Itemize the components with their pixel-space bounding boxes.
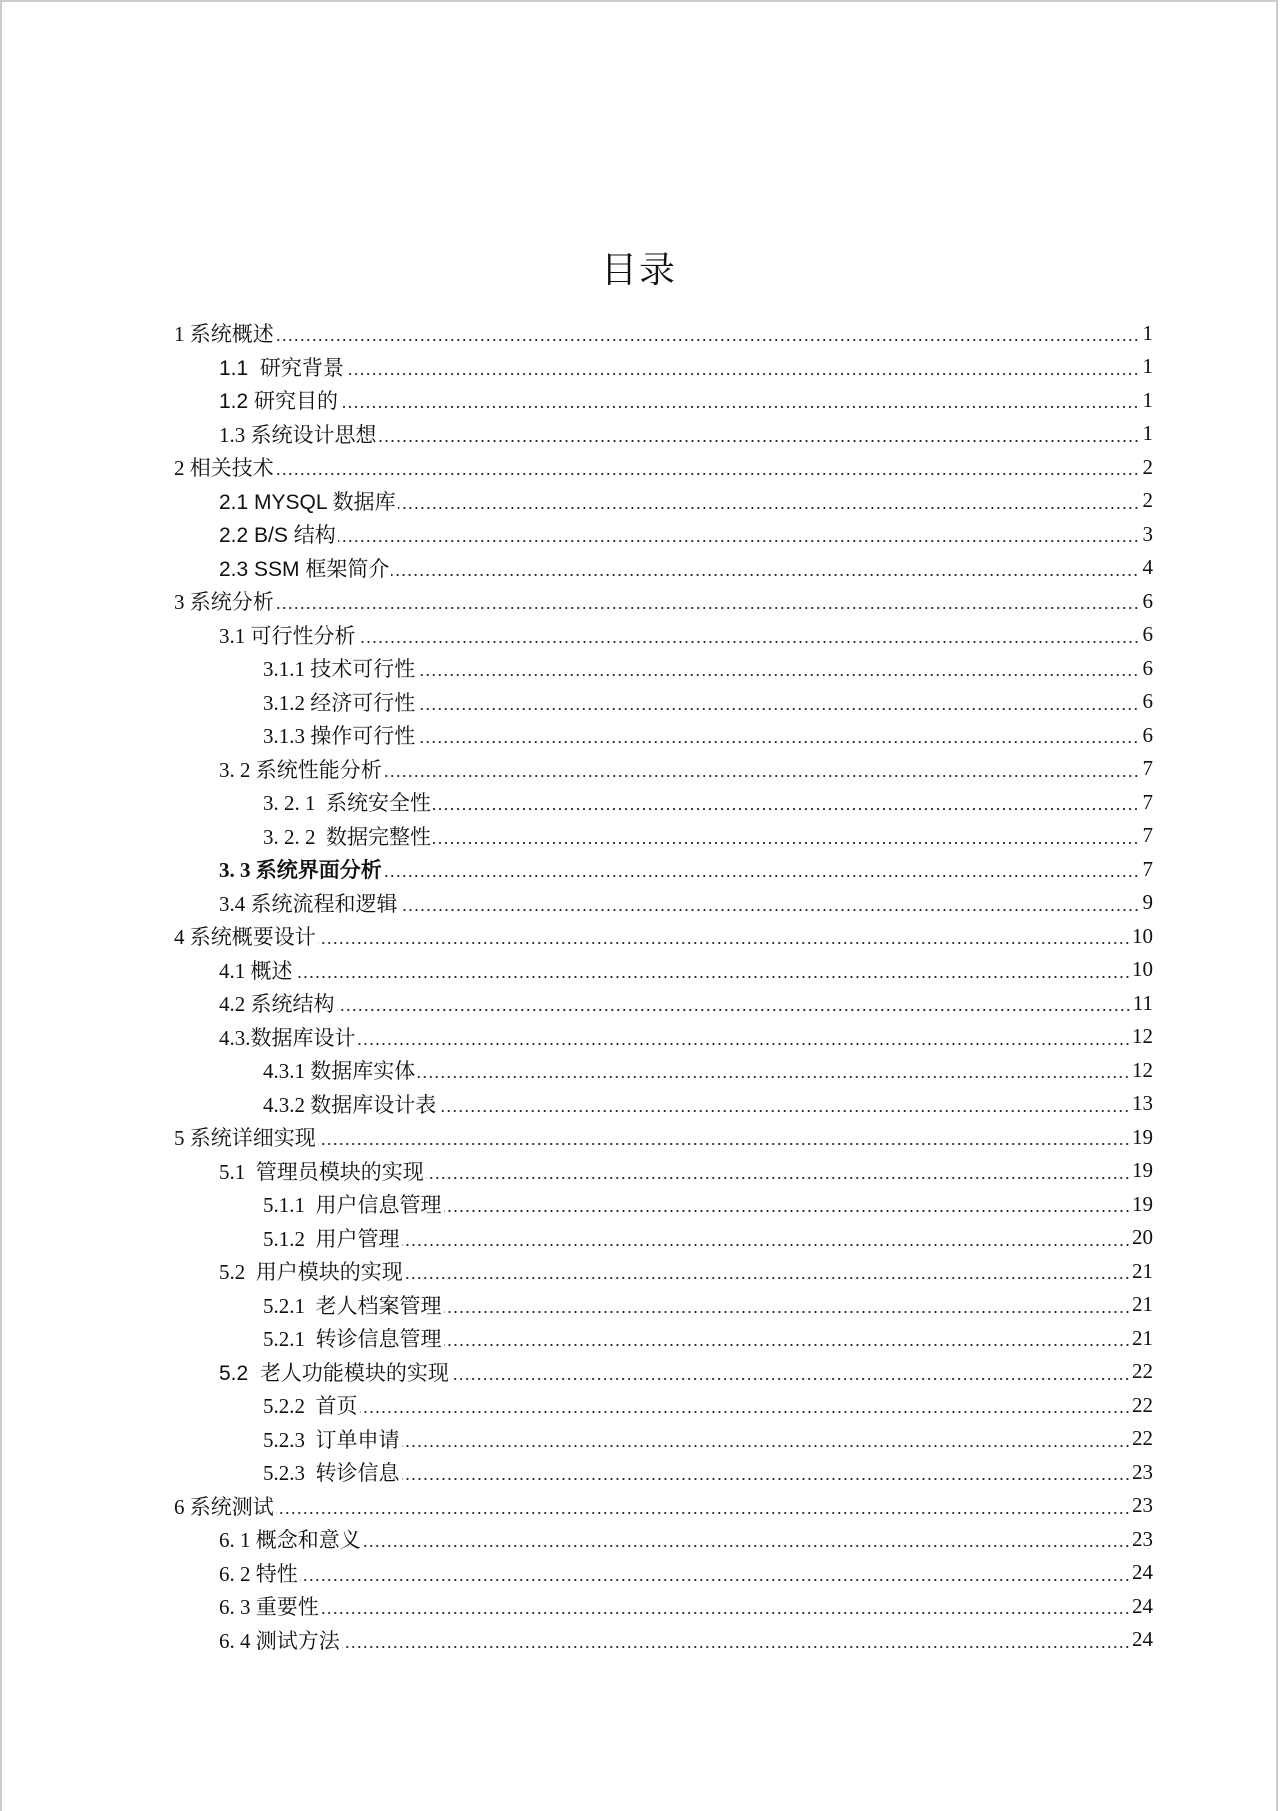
toc-entry[interactable] — [263, 685, 1153, 719]
toc-entry-label: 3.4 系统流程和逻辑 — [219, 891, 398, 916]
toc-entry-page-number: 11 — [1132, 990, 1153, 1015]
dot-leader — [295, 976, 1131, 978]
toc-entry-page-number: 1 — [1142, 354, 1153, 378]
toc-entry-label: 3.1.3 操作可行性 — [263, 724, 416, 748]
toc-entry-label: 5.2 老人功能模块的实现 — [219, 1361, 449, 1385]
toc-entry[interactable] — [219, 1623, 1153, 1657]
toc-entry[interactable] — [219, 953, 1153, 987]
toc-entry-page-number: 1 — [1142, 320, 1153, 345]
toc-entry-label: 5.2 用户模块的实现 — [219, 1260, 403, 1284]
dot-leader — [417, 1076, 1130, 1078]
toc-entry-label: 1.1 研究背景 — [219, 356, 344, 380]
toc-entry-label: 5.2.2 首页 — [263, 1394, 358, 1418]
dot-leader — [417, 674, 1139, 676]
dot-leader — [318, 942, 1130, 944]
toc-entry-page-number: 1 — [1142, 387, 1153, 412]
toc-entry[interactable] — [219, 986, 1153, 1020]
toc-entry[interactable] — [263, 785, 1153, 819]
toc-entry-label: 6. 1 概念和意义 — [219, 1528, 361, 1552]
toc-entry-page-number: 6 — [1142, 655, 1153, 680]
toc-entry[interactable] — [174, 1489, 1153, 1523]
toc-entry[interactable] — [263, 651, 1153, 685]
toc-entry[interactable] — [263, 1321, 1153, 1355]
toc-entry-page-number: 10 — [1132, 957, 1153, 981]
dot-leader — [444, 1344, 1131, 1346]
toc-entry[interactable] — [263, 1187, 1153, 1221]
dot-leader — [433, 808, 1139, 810]
toc-entry-page-number: 24 — [1132, 1560, 1153, 1584]
toc-entry[interactable] — [219, 886, 1153, 920]
toc-entry-label: 5.2.1 转诊信息管理 — [263, 1327, 442, 1351]
toc-entry[interactable] — [174, 1120, 1153, 1154]
toc-entry[interactable] — [174, 584, 1153, 618]
toc-entry[interactable] — [219, 752, 1153, 786]
toc-entry[interactable] — [219, 350, 1153, 384]
dot-leader — [342, 1646, 1130, 1648]
toc-entry-label: 2.3 SSM 框架简介 — [219, 557, 390, 581]
toc-entry-page-number: 1 — [1142, 421, 1153, 445]
toc-entry-label: 5.2.3 订单申请 — [263, 1427, 400, 1452]
toc-entry-label: 3. 2. 1 系统安全性 — [263, 791, 431, 815]
toc-entry-label: 2.1 MYSQL 数据库 — [219, 490, 396, 514]
toc-entry[interactable] — [219, 417, 1153, 451]
dot-leader — [384, 875, 1139, 877]
toc-entry-page-number: 23 — [1132, 1459, 1153, 1484]
dot-leader — [405, 1277, 1130, 1279]
toc-entry-page-number: 2 — [1142, 454, 1153, 479]
toc-entry-page-number: 22 — [1132, 1426, 1153, 1450]
dot-leader — [358, 1043, 1131, 1045]
toc-entry-label: 1.2 研究目的 — [219, 390, 339, 413]
toc-entry[interactable] — [219, 1254, 1153, 1288]
toc-entry-page-number: 21 — [1132, 1258, 1153, 1283]
dot-leader — [276, 339, 1139, 341]
dot-leader — [360, 1411, 1131, 1413]
toc-entry-page-number: 7 — [1142, 756, 1153, 780]
dot-leader — [417, 708, 1139, 710]
toc-entry-page-number: 12 — [1132, 1057, 1153, 1082]
toc-entry-label: 4.3.数据库设计 — [219, 1025, 356, 1050]
toc-entry-label: 3.1.2 经济可行性 — [263, 690, 416, 715]
toc-entry-label: 4.2 系统结构 — [219, 992, 335, 1016]
toc-entry-page-number: 23 — [1132, 1493, 1153, 1517]
toc-entry-label: 6 系统测试 — [174, 1494, 274, 1519]
toc-entry[interactable] — [219, 618, 1153, 652]
toc-entry-label: 6. 3 重要性 — [219, 1595, 319, 1619]
toc-entry[interactable] — [219, 1589, 1153, 1623]
toc-entry[interactable] — [174, 450, 1153, 484]
toc-entry-page-number: 10 — [1132, 923, 1153, 948]
toc-entry-page-number: 6 — [1142, 689, 1153, 713]
dot-leader — [276, 607, 1139, 609]
toc-entry[interactable] — [263, 1053, 1153, 1087]
toc-entry-label: 3.1.1 技术可行性 — [263, 657, 416, 681]
toc-entry-page-number: 22 — [1132, 1392, 1153, 1417]
toc-entry-label: 3 系统分析 — [174, 590, 274, 614]
toc-entry[interactable] — [263, 1455, 1153, 1489]
dot-leader — [379, 440, 1140, 442]
toc-entry-label: 3. 2. 2 数据完整性 — [263, 824, 431, 849]
toc-entry[interactable] — [263, 1288, 1153, 1322]
dot-leader — [402, 1244, 1131, 1246]
toc-entry[interactable] — [219, 484, 1153, 518]
dot-leader — [346, 373, 1139, 375]
toc-entry-label: 4.1 概述 — [219, 958, 293, 983]
dot-leader — [400, 909, 1140, 911]
toc-entry-page-number: 13 — [1132, 1091, 1153, 1115]
dot-leader — [338, 540, 1139, 542]
toc-entry-label: 4 系统概要设计 — [174, 925, 316, 949]
toc-entry-page-number: 7 — [1142, 823, 1153, 847]
dot-leader — [276, 473, 1139, 475]
toc-entry-page-number: 24 — [1132, 1627, 1153, 1651]
toc-entry-page-number: 6 — [1142, 588, 1153, 613]
toc-entry-label: 4.3.1 数据库实体 — [263, 1059, 416, 1083]
dot-leader — [340, 406, 1139, 408]
toc-entry-page-number: 19 — [1132, 1124, 1153, 1149]
toc-entry-page-number: 3 — [1142, 521, 1153, 546]
toc-entry[interactable] — [219, 1154, 1153, 1188]
toc-entry[interactable] — [174, 919, 1153, 953]
toc-entry-label: 2 相关技术 — [174, 456, 274, 480]
dot-leader — [363, 1545, 1130, 1547]
toc-entry-page-number: 22 — [1132, 1359, 1153, 1383]
toc-entry-page-number: 7 — [1142, 856, 1153, 881]
dot-leader — [384, 775, 1139, 777]
dot-leader — [426, 1177, 1130, 1179]
dot-leader — [300, 1579, 1130, 1581]
dot-leader — [391, 574, 1139, 576]
toc-entry-label: 1.3 系统设计思想 — [219, 422, 377, 447]
dot-leader — [444, 1210, 1131, 1212]
toc-entry[interactable] — [263, 1221, 1153, 1255]
toc-entry-page-number: 7 — [1142, 789, 1153, 814]
dot-leader — [318, 1143, 1130, 1145]
toc-entry-page-number: 21 — [1132, 1325, 1153, 1350]
dot-leader — [417, 741, 1139, 743]
toc-title: 目录 — [600, 250, 677, 291]
toc-entry[interactable] — [219, 551, 1153, 585]
toc-entry-label: 5.2.1 老人档案管理 — [263, 1293, 442, 1318]
toc-entry-page-number: 2 — [1142, 488, 1153, 512]
toc-entry[interactable] — [219, 1556, 1153, 1590]
toc-entry-label: 6. 2 特性 — [219, 1561, 298, 1586]
toc-entry[interactable] — [174, 316, 1153, 350]
dot-leader — [402, 1478, 1131, 1480]
dot-leader — [402, 1445, 1131, 1447]
toc-entry[interactable] — [219, 1355, 1153, 1389]
dot-leader — [433, 842, 1139, 844]
toc-entry[interactable] — [219, 383, 1153, 417]
toc-entry-page-number: 19 — [1132, 1158, 1153, 1182]
toc-entry-page-number: 19 — [1132, 1191, 1153, 1216]
toc-entry-page-number: 9 — [1142, 890, 1153, 914]
dot-leader — [444, 1311, 1131, 1313]
dot-leader — [276, 1512, 1130, 1514]
toc-entry-page-number: 12 — [1132, 1024, 1153, 1048]
toc-entry-label: 3. 2 系统性能分析 — [219, 757, 382, 782]
toc-entry-label: 1 系统概述 — [174, 322, 274, 346]
dot-leader — [321, 1612, 1130, 1614]
toc-entry-label: 3. 3 系统界面分析 — [219, 858, 382, 882]
toc-entry-page-number: 20 — [1132, 1225, 1153, 1249]
toc-entry[interactable] — [219, 517, 1153, 551]
toc-entry[interactable] — [263, 819, 1153, 853]
toc-entry-label: 4.3.2 数据库设计表 — [263, 1092, 437, 1117]
toc-entry[interactable] — [263, 1422, 1153, 1456]
dot-leader — [438, 1110, 1130, 1112]
toc-entry-label: 5.1 管理员模块的实现 — [219, 1159, 424, 1184]
toc-entry-label: 5.1.2 用户管理 — [263, 1226, 400, 1251]
toc-entry[interactable] — [219, 852, 1153, 886]
toc-entry-page-number: 6 — [1142, 722, 1153, 747]
toc-entry[interactable] — [219, 1020, 1153, 1054]
dot-leader — [337, 1009, 1131, 1011]
dot-leader — [398, 507, 1139, 509]
toc-entry[interactable] — [263, 718, 1153, 752]
dot-leader — [451, 1378, 1130, 1380]
toc-entry-page-number: 21 — [1132, 1292, 1153, 1316]
toc-entry[interactable] — [219, 1522, 1153, 1556]
toc-entry-label: 3.1 可行性分析 — [219, 623, 356, 648]
toc-entry[interactable] — [263, 1388, 1153, 1422]
toc-entry-page-number: 4 — [1142, 555, 1153, 579]
toc-entry-label: 5.2.3 转诊信息 — [263, 1461, 400, 1485]
toc-entry-label: 2.2 B/S 结构 — [219, 524, 336, 547]
toc-entry-page-number: 23 — [1132, 1526, 1153, 1551]
toc-entry-page-number: 6 — [1142, 622, 1153, 646]
toc-entry-label: 6. 4 测试方法 — [219, 1628, 340, 1653]
toc-entry-page-number: 24 — [1132, 1593, 1153, 1618]
toc-entry-label: 5 系统详细实现 — [174, 1126, 316, 1150]
toc-entry[interactable] — [263, 1087, 1153, 1121]
toc-entry-label: 5.1.1 用户信息管理 — [263, 1193, 442, 1217]
dot-leader — [358, 641, 1140, 643]
